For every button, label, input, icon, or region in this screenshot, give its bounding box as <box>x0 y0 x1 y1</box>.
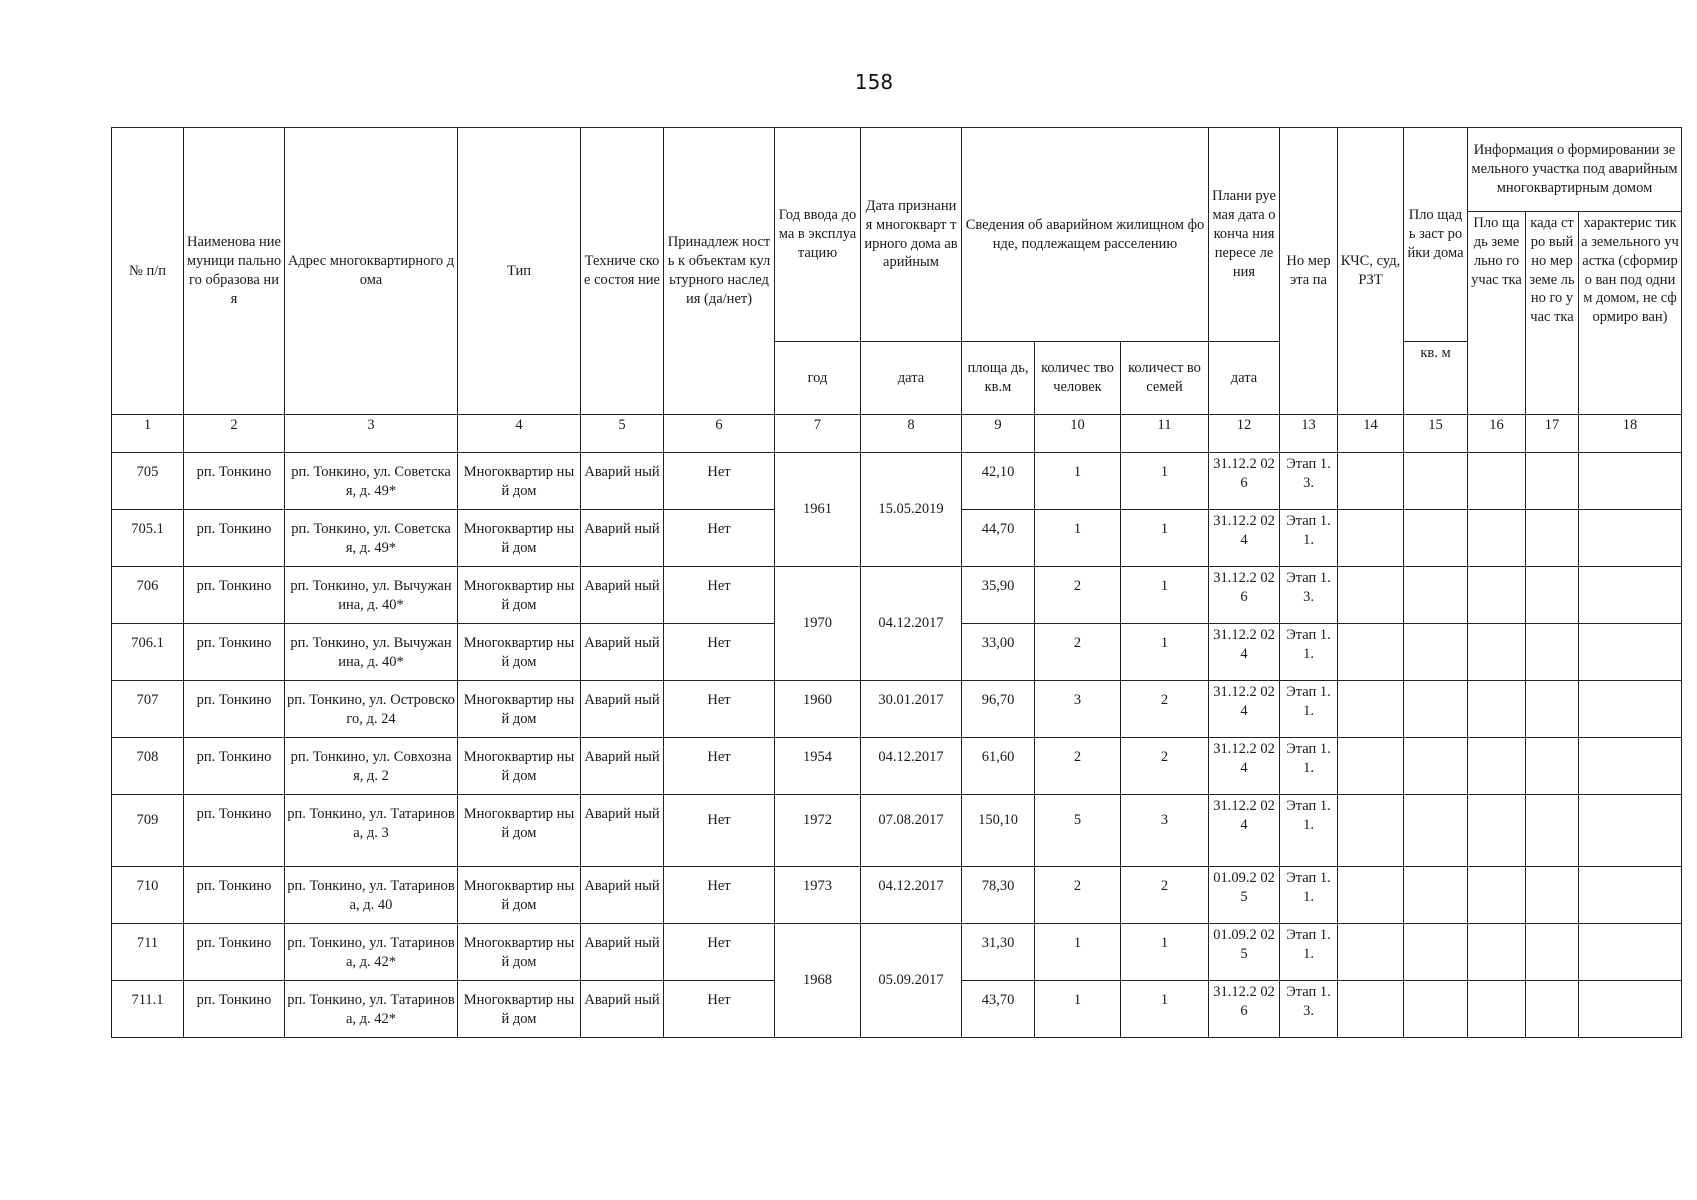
cell-kchs <box>1338 567 1404 624</box>
cell-cadastral <box>1526 510 1579 567</box>
column-number: 13 <box>1280 415 1338 453</box>
cell-num: 707 <box>112 681 184 738</box>
cell-type: Многоквартир ный дом <box>458 924 581 981</box>
header-heritage: Принадлеж ность к объектам культурного наследия (да/нет) <box>664 128 775 415</box>
column-number: 17 <box>1526 415 1579 453</box>
header-year-built: Год ввода дома в эксплуа тацию <box>775 128 861 342</box>
cell-address: рп. Тонкино, ул. Вычужанина, д. 40* <box>285 624 458 681</box>
cell-condition: Аварий ный <box>581 924 664 981</box>
cell-land-characteristic <box>1579 510 1682 567</box>
column-number: 8 <box>861 415 962 453</box>
cell-municipality: рп. Тонкино <box>184 567 285 624</box>
cell-heritage: Нет <box>664 924 775 981</box>
cell-address: рп. Тонкино, ул. Советская, д. 49* <box>285 510 458 567</box>
cell-type: Многоквартир ный дом <box>458 567 581 624</box>
column-number: 16 <box>1468 415 1526 453</box>
cell-land-characteristic <box>1579 624 1682 681</box>
cell-date: 04.12.2017 <box>861 867 962 924</box>
cell-year: 1972 <box>775 795 861 867</box>
cell-plan-date: 31.12.2 026 <box>1209 453 1280 510</box>
cell-people: 2 <box>1035 867 1121 924</box>
cell-kchs <box>1338 981 1404 1038</box>
cell-num: 711 <box>112 924 184 981</box>
cell-people: 3 <box>1035 681 1121 738</box>
cell-land-area <box>1468 453 1526 510</box>
cell-type: Многоквартир ный дом <box>458 738 581 795</box>
cell-building-area <box>1404 567 1468 624</box>
cell-condition: Аварий ный <box>581 681 664 738</box>
cell-families: 1 <box>1121 624 1209 681</box>
cell-date: 04.12.2017 <box>861 738 962 795</box>
cell-families: 2 <box>1121 681 1209 738</box>
cell-date: 07.08.2017 <box>861 795 962 867</box>
column-number: 7 <box>775 415 861 453</box>
header-cadastral: када стро вый но мер земе льно го учас тка <box>1526 212 1579 415</box>
cell-families: 2 <box>1121 867 1209 924</box>
cell-plan-date: 31.12.2 024 <box>1209 795 1280 867</box>
cell-stage: Этап 1.1. <box>1280 510 1338 567</box>
cell-plan-date: 31.12.2 024 <box>1209 624 1280 681</box>
cell-stage: Этап 1.1. <box>1280 924 1338 981</box>
header-housing-info: Сведения об аварийном жилищном фонде, подлежащем расселению <box>962 128 1209 342</box>
cell-type: Многоквартир ный дом <box>458 867 581 924</box>
cell-municipality: рп. Тонкино <box>184 624 285 681</box>
cell-municipality: рп. Тонкино <box>184 981 285 1038</box>
cell-num: 711.1 <box>112 981 184 1038</box>
cell-condition: Аварий ный <box>581 624 664 681</box>
table-row <box>112 567 1682 624</box>
cell-address: рп. Тонкино, ул. Татаринова, д. 42* <box>285 981 458 1038</box>
cell-land-area <box>1468 738 1526 795</box>
cell-num: 710 <box>112 867 184 924</box>
cell-municipality: рп. Тонкино <box>184 867 285 924</box>
cell-people: 1 <box>1035 510 1121 567</box>
cell-cadastral <box>1526 981 1579 1038</box>
table-body <box>112 453 1682 1038</box>
cell-num: 709 <box>112 795 184 867</box>
column-number: 4 <box>458 415 581 453</box>
cell-condition: Аварий ный <box>581 981 664 1038</box>
cell-people: 2 <box>1035 738 1121 795</box>
cell-heritage: Нет <box>664 867 775 924</box>
cell-land-area <box>1468 867 1526 924</box>
cell-heritage: Нет <box>664 981 775 1038</box>
cell-municipality: рп. Тонкино <box>184 795 285 867</box>
cell-families: 1 <box>1121 567 1209 624</box>
cell-land-area <box>1468 795 1526 867</box>
cell-plan-date: 31.12.2 024 <box>1209 510 1280 567</box>
cell-year: 1960 <box>775 681 861 738</box>
header-condition: Техниче ское состоя ние <box>581 128 664 415</box>
cell-heritage: Нет <box>664 624 775 681</box>
cell-address: рп. Тонкино, ул. Советская, д. 49* <box>285 453 458 510</box>
cell-land-characteristic <box>1579 681 1682 738</box>
cell-address: рп. Тонкино, ул. Татаринова, д. 42* <box>285 924 458 981</box>
cell-area: 44,70 <box>962 510 1035 567</box>
cell-land-area <box>1468 567 1526 624</box>
cell-cadastral <box>1526 867 1579 924</box>
cell-area: 43,70 <box>962 981 1035 1038</box>
cell-year: 1968 <box>775 924 861 1038</box>
subheader-plan-date: дата <box>1209 342 1280 415</box>
header-land-area: Пло щадь земе льно го учас тка <box>1468 212 1526 415</box>
cell-condition: Аварий ный <box>581 567 664 624</box>
cell-people: 5 <box>1035 795 1121 867</box>
column-number: 5 <box>581 415 664 453</box>
cell-type: Многоквартир ный дом <box>458 453 581 510</box>
cell-area: 61,60 <box>962 738 1035 795</box>
subheader-date: дата <box>861 342 962 415</box>
cell-cadastral <box>1526 567 1579 624</box>
table-header <box>112 128 1682 453</box>
cell-type: Многоквартир ный дом <box>458 510 581 567</box>
cell-people: 1 <box>1035 981 1121 1038</box>
subheader-year: год <box>775 342 861 415</box>
cell-date: 30.01.2017 <box>861 681 962 738</box>
cell-land-area <box>1468 624 1526 681</box>
table-row <box>112 681 1682 738</box>
cell-land-area <box>1468 981 1526 1038</box>
header-land-info: Информация о формировании земельного участка под аварийным многоквартирным домом <box>1468 128 1682 212</box>
cell-land-area <box>1468 510 1526 567</box>
emergency-housing-table <box>111 127 1682 1038</box>
column-number: 6 <box>664 415 775 453</box>
cell-stage: Этап 1.1. <box>1280 738 1338 795</box>
header-building-area: Пло щадь заст ройки дома <box>1404 128 1468 342</box>
cell-type: Многоквартир ный дом <box>458 681 581 738</box>
subheader-sqm: кв. м <box>1404 342 1468 415</box>
cell-cadastral <box>1526 924 1579 981</box>
header-municipality: Наименова ние муници пального образова ния <box>184 128 285 415</box>
cell-address: рп. Тонкино, ул. Совхозная, д. 2 <box>285 738 458 795</box>
cell-families: 1 <box>1121 924 1209 981</box>
table-row <box>112 453 1682 510</box>
cell-municipality: рп. Тонкино <box>184 681 285 738</box>
cell-people: 2 <box>1035 567 1121 624</box>
cell-building-area <box>1404 624 1468 681</box>
cell-type: Многоквартир ный дом <box>458 795 581 867</box>
cell-kchs <box>1338 867 1404 924</box>
cell-kchs <box>1338 453 1404 510</box>
cell-kchs <box>1338 924 1404 981</box>
cell-people: 2 <box>1035 624 1121 681</box>
cell-year: 1973 <box>775 867 861 924</box>
cell-address: рп. Тонкино, ул. Татаринова, д. 40 <box>285 867 458 924</box>
cell-land-area <box>1468 681 1526 738</box>
cell-stage: Этап 1.1. <box>1280 795 1338 867</box>
cell-area: 31,30 <box>962 924 1035 981</box>
cell-people: 1 <box>1035 453 1121 510</box>
cell-plan-date: 31.12.2 024 <box>1209 738 1280 795</box>
cell-families: 3 <box>1121 795 1209 867</box>
column-number: 11 <box>1121 415 1209 453</box>
cell-cadastral <box>1526 681 1579 738</box>
cell-heritage: Нет <box>664 738 775 795</box>
cell-area: 150,10 <box>962 795 1035 867</box>
cell-heritage: Нет <box>664 453 775 510</box>
cell-land-characteristic <box>1579 924 1682 981</box>
cell-heritage: Нет <box>664 510 775 567</box>
cell-families: 1 <box>1121 510 1209 567</box>
cell-families: 2 <box>1121 738 1209 795</box>
cell-kchs <box>1338 795 1404 867</box>
header-address: Адрес многоквартирного дома <box>285 128 458 415</box>
cell-stage: Этап 1.3. <box>1280 567 1338 624</box>
cell-condition: Аварий ный <box>581 738 664 795</box>
cell-land-characteristic <box>1579 795 1682 867</box>
cell-heritage: Нет <box>664 567 775 624</box>
cell-municipality: рп. Тонкино <box>184 453 285 510</box>
cell-area: 96,70 <box>962 681 1035 738</box>
cell-heritage: Нет <box>664 795 775 867</box>
cell-cadastral <box>1526 453 1579 510</box>
cell-cadastral <box>1526 738 1579 795</box>
cell-land-characteristic <box>1579 867 1682 924</box>
cell-type: Многоквартир ный дом <box>458 624 581 681</box>
header-land-characteristic: характерис тика земельного участка (сформиро ван под одним домом, не сформиро ван) <box>1579 212 1682 415</box>
cell-heritage: Нет <box>664 681 775 738</box>
cell-land-characteristic <box>1579 453 1682 510</box>
column-number: 18 <box>1579 415 1682 453</box>
cell-num: 705 <box>112 453 184 510</box>
cell-building-area <box>1404 453 1468 510</box>
column-number: 12 <box>1209 415 1280 453</box>
cell-num: 708 <box>112 738 184 795</box>
subheader-families: количест во семей <box>1121 342 1209 415</box>
column-number: 1 <box>112 415 184 453</box>
cell-plan-date: 01.09.2 025 <box>1209 867 1280 924</box>
cell-building-area <box>1404 510 1468 567</box>
cell-year: 1954 <box>775 738 861 795</box>
cell-kchs <box>1338 738 1404 795</box>
cell-kchs <box>1338 510 1404 567</box>
column-number: 2 <box>184 415 285 453</box>
header-type: Тип <box>458 128 581 415</box>
column-number: 14 <box>1338 415 1404 453</box>
cell-date: 15.05.2019 <box>861 453 962 567</box>
cell-year: 1961 <box>775 453 861 567</box>
cell-stage: Этап 1.1. <box>1280 624 1338 681</box>
cell-building-area <box>1404 795 1468 867</box>
cell-plan-date: 01.09.2 025 <box>1209 924 1280 981</box>
cell-building-area <box>1404 738 1468 795</box>
cell-plan-date: 31.12.2 026 <box>1209 567 1280 624</box>
cell-building-area <box>1404 681 1468 738</box>
table-row <box>112 867 1682 924</box>
header-kchs: КЧС, суд, РЗТ <box>1338 128 1404 415</box>
cell-cadastral <box>1526 624 1579 681</box>
column-number: 15 <box>1404 415 1468 453</box>
subheader-area: площа дь, кв.м <box>962 342 1035 415</box>
cell-building-area <box>1404 867 1468 924</box>
column-numbers-row <box>112 415 1682 453</box>
cell-land-characteristic <box>1579 981 1682 1038</box>
cell-land-characteristic <box>1579 567 1682 624</box>
header-planned-date: Плани руемая дата оконча ния пересе ления <box>1209 128 1280 342</box>
cell-building-area <box>1404 981 1468 1038</box>
cell-condition: Аварий ный <box>581 510 664 567</box>
column-number: 10 <box>1035 415 1121 453</box>
header-num: № п/п <box>112 128 184 415</box>
cell-date: 04.12.2017 <box>861 567 962 681</box>
table-row <box>112 738 1682 795</box>
cell-kchs <box>1338 681 1404 738</box>
cell-stage: Этап 1.3. <box>1280 453 1338 510</box>
cell-num: 705.1 <box>112 510 184 567</box>
cell-address: рп. Тонкино, ул. Вычужанина, д. 40* <box>285 567 458 624</box>
column-number: 9 <box>962 415 1035 453</box>
cell-date: 05.09.2017 <box>861 924 962 1038</box>
cell-num: 706 <box>112 567 184 624</box>
cell-area: 33,00 <box>962 624 1035 681</box>
cell-stage: Этап 1.3. <box>1280 981 1338 1038</box>
header-stage: Но мер эта па <box>1280 128 1338 415</box>
cell-cadastral <box>1526 795 1579 867</box>
cell-municipality: рп. Тонкино <box>184 738 285 795</box>
cell-families: 1 <box>1121 981 1209 1038</box>
cell-families: 1 <box>1121 453 1209 510</box>
cell-people: 1 <box>1035 924 1121 981</box>
cell-area: 42,10 <box>962 453 1035 510</box>
cell-year: 1970 <box>775 567 861 681</box>
cell-municipality: рп. Тонкино <box>184 924 285 981</box>
cell-address: рп. Тонкино, ул. Островского, д. 24 <box>285 681 458 738</box>
cell-kchs <box>1338 624 1404 681</box>
cell-land-characteristic <box>1579 738 1682 795</box>
cell-building-area <box>1404 924 1468 981</box>
page-number: 158 <box>854 70 894 94</box>
cell-area: 35,90 <box>962 567 1035 624</box>
cell-condition: Аварий ный <box>581 453 664 510</box>
subheader-people: количес тво человек <box>1035 342 1121 415</box>
cell-plan-date: 31.12.2 026 <box>1209 981 1280 1038</box>
header-date-recognized: Дата признания многокварт тирного дома аварийным <box>861 128 962 342</box>
cell-stage: Этап 1.1. <box>1280 867 1338 924</box>
cell-address: рп. Тонкино, ул. Татаринова, д. 3 <box>285 795 458 867</box>
cell-num: 706.1 <box>112 624 184 681</box>
cell-land-area <box>1468 924 1526 981</box>
table-row <box>112 924 1682 981</box>
cell-municipality: рп. Тонкино <box>184 510 285 567</box>
cell-type: Многоквартир ный дом <box>458 981 581 1038</box>
cell-condition: Аварий ный <box>581 867 664 924</box>
table-row <box>112 795 1682 867</box>
cell-area: 78,30 <box>962 867 1035 924</box>
column-number: 3 <box>285 415 458 453</box>
cell-plan-date: 31.12.2 024 <box>1209 681 1280 738</box>
cell-stage: Этап 1.1. <box>1280 681 1338 738</box>
cell-condition: Аварий ный <box>581 795 664 867</box>
